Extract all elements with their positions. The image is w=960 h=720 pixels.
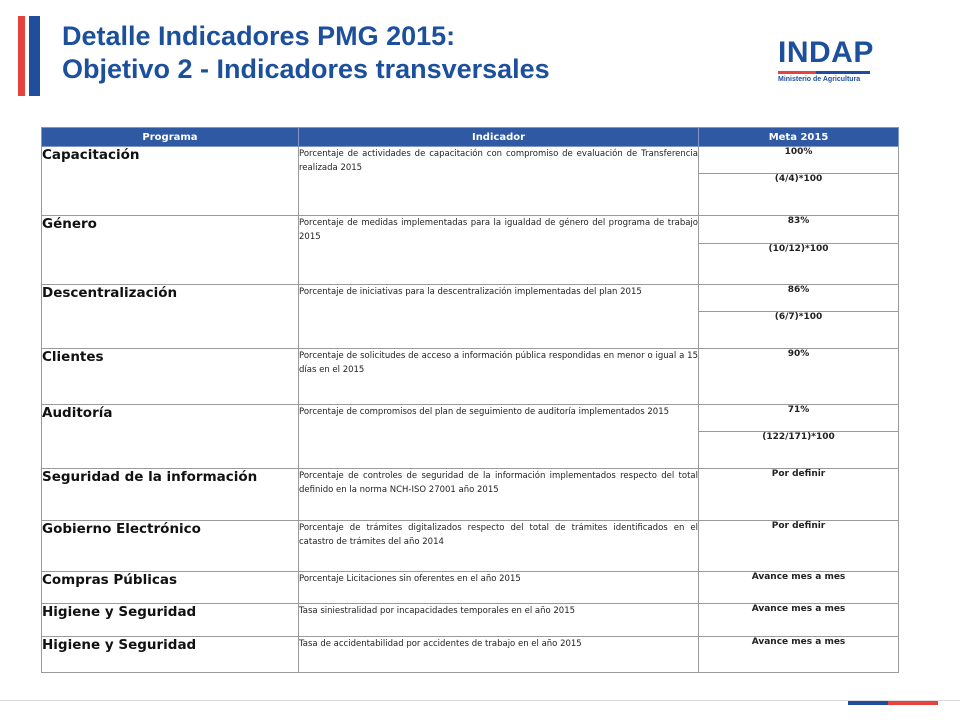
programa-cell: Seguridad de la información (42, 469, 299, 521)
meta-cell: Avance mes a mes (699, 572, 899, 604)
table-row (42, 405, 899, 432)
meta-cell: Por definir (699, 521, 899, 572)
programa-cell: Auditoría (42, 405, 299, 469)
table-row (42, 572, 899, 604)
indicador-cell: Tasa de accidentabilidad por accidentes de trabajo en el año 2015 (299, 637, 699, 673)
indicador-cell: Porcentaje de compromisos del plan de seguimiento de auditoría implementados 2015 (299, 405, 699, 469)
meta-cell: 71% (699, 405, 899, 432)
indicador-cell: Porcentaje de solicitudes de acceso a información pública respondidas en menor o igual a 15 días en el 2015 (299, 349, 699, 405)
column-header-programa: Programa (42, 128, 299, 147)
indicador-cell: Porcentaje de controles de seguridad de la información implementados respecto del total definido en la norma NCH-ISO 27001 año 2015 (299, 469, 699, 521)
table-row (42, 285, 899, 312)
meta-cell: 100% (699, 147, 899, 174)
indicators-table (41, 127, 899, 673)
accent-bar-blue (29, 16, 40, 96)
meta-cell: 83% (699, 216, 899, 244)
column-header-meta: Meta 2015 (699, 128, 899, 147)
table-row (42, 469, 899, 521)
programa-cell: Higiene y Seguridad (42, 604, 299, 637)
formula-cell: (4/4)*100 (699, 174, 899, 216)
meta-cell: 90% (699, 349, 899, 405)
programa-cell: Género (42, 216, 299, 285)
programa-cell: Capacitación (42, 147, 299, 216)
indicador-cell: Porcentaje Licitaciones sin oferentes en el año 2015 (299, 572, 699, 604)
title-line-1: Detalle Indicadores PMG 2015: (62, 21, 456, 51)
formula-cell: (122/171)*100 (699, 432, 899, 469)
table-row (42, 349, 899, 405)
footer-accent-red (888, 701, 938, 705)
programa-cell: Clientes (42, 349, 299, 405)
indicador-cell: Porcentaje de actividades de capacitación con compromiso de evaluación de Transferencia realizada 2015 (299, 147, 699, 216)
logo-stripe (778, 71, 870, 74)
programa-cell: Compras Públicas (42, 572, 299, 604)
indicador-cell: Porcentaje de iniciativas para la descentralización implementadas del plan 2015 (299, 285, 699, 349)
title-line-2: Objetivo 2 - Indicadores transversales (62, 54, 550, 84)
logo-text: INDAP (778, 36, 874, 69)
programa-cell: Descentralización (42, 285, 299, 349)
column-header-indicador: Indicador (299, 128, 699, 147)
table-row (42, 637, 899, 673)
indicador-cell: Tasa siniestralidad por incapacidades temporales en el año 2015 (299, 604, 699, 637)
formula-cell: (6/7)*100 (699, 312, 899, 349)
meta-cell: Avance mes a mes (699, 604, 899, 637)
indap-logo (778, 37, 878, 83)
page-title (62, 20, 550, 86)
meta-cell: Por definir (699, 469, 899, 521)
table-header-row (42, 128, 899, 147)
table-row (42, 216, 899, 244)
logo-subtitle: Ministerio de Agricultura (778, 76, 861, 83)
accent-bar-red (18, 16, 25, 96)
meta-cell: Avance mes a mes (699, 637, 899, 673)
programa-cell: Higiene y Seguridad (42, 637, 299, 673)
programa-cell: Gobierno Electrónico (42, 521, 299, 572)
footer-divider (0, 700, 960, 701)
table-row (42, 604, 899, 637)
formula-cell: (10/12)*100 (699, 244, 899, 285)
footer-accent-blue (848, 701, 888, 705)
indicador-cell: Porcentaje de trámites digitalizados respecto del total de trámites identificados en el catastro de trámites del año 2014 (299, 521, 699, 572)
meta-cell: 86% (699, 285, 899, 312)
indicador-cell: Porcentaje de medidas implementadas para la igualdad de género del programa de trabajo 2015 (299, 216, 699, 285)
table-row (42, 147, 899, 174)
table-row (42, 521, 899, 572)
